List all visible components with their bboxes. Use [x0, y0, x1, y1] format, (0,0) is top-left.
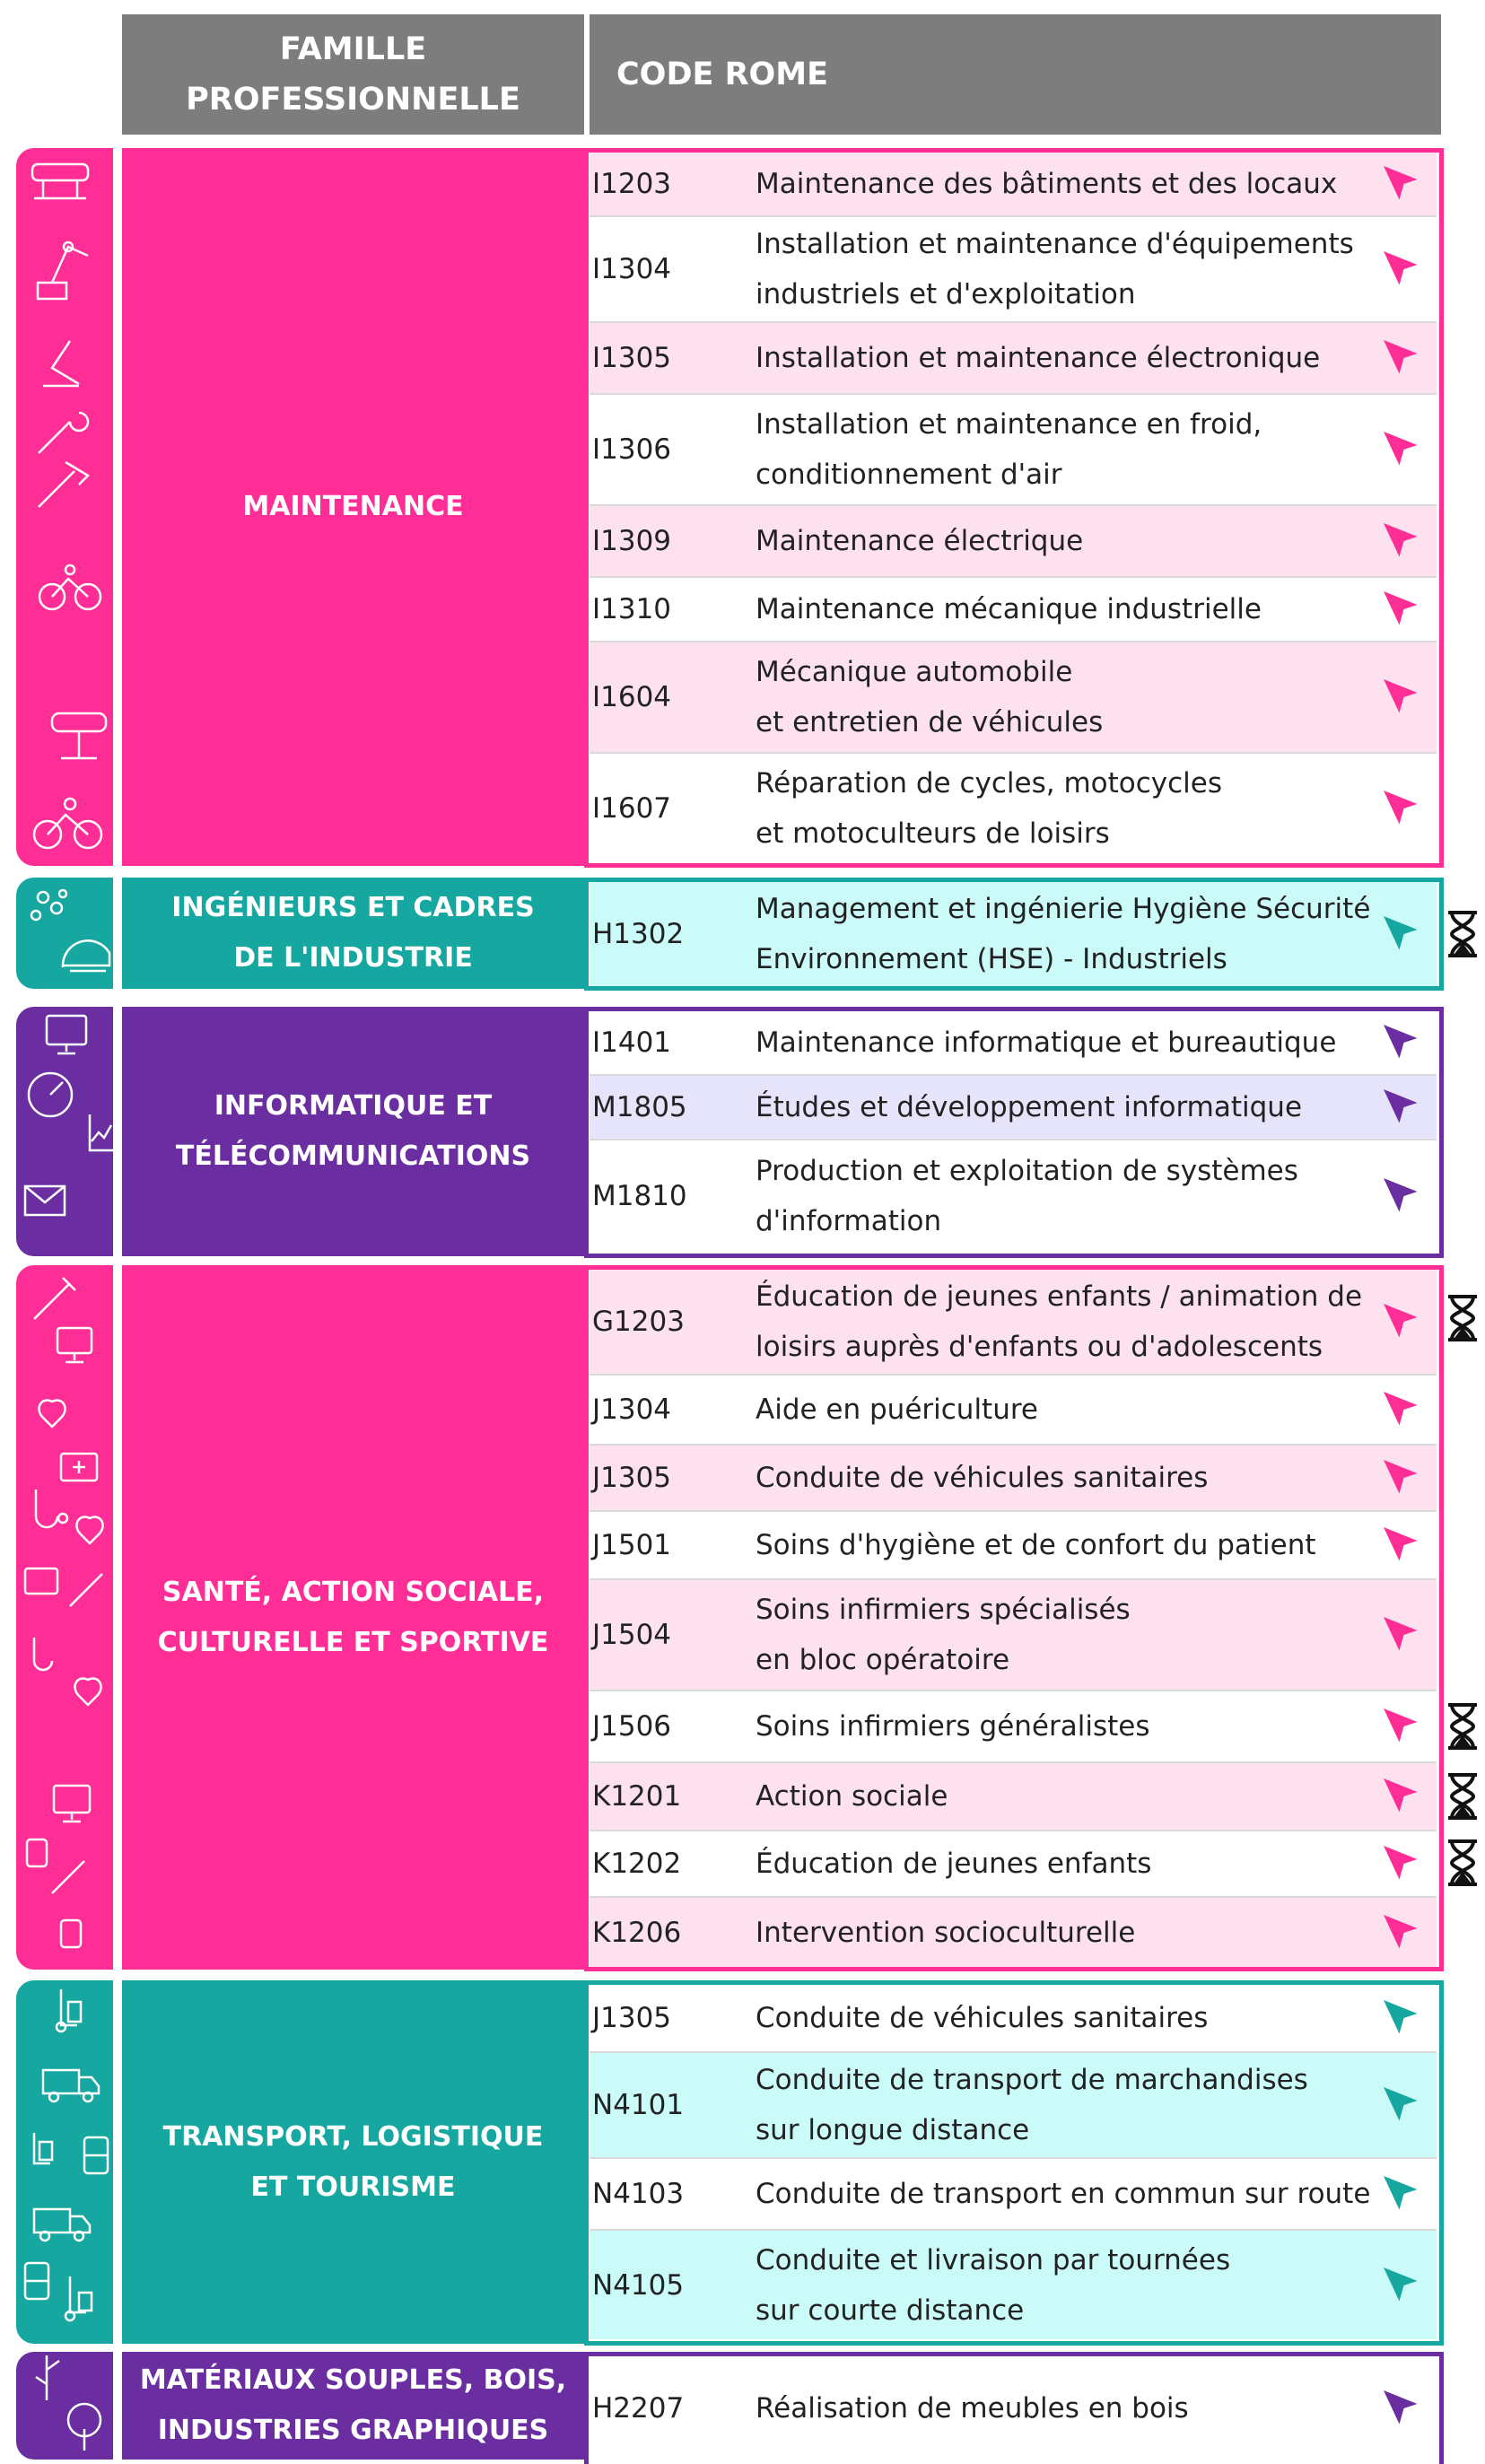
rome-code: M1810 [592, 1180, 687, 1212]
wrench-icon [39, 413, 88, 453]
materiaux-icon-strip [16, 2352, 113, 2460]
rome-code: J1304 [592, 1394, 672, 1426]
cursor-icon[interactable] [1379, 519, 1424, 564]
cursor-icon[interactable] [1379, 427, 1424, 472]
family-transport: TRANSPORT, LOGISTIQUE ET TOURISME [122, 1980, 584, 2344]
maintenance-icon-strip [16, 148, 113, 866]
medical-kit-icon [25, 1568, 57, 1594]
rome-code: J1504 [592, 1619, 672, 1651]
rome-code: I1604 [592, 681, 672, 713]
syringe-icon [70, 1574, 102, 1606]
cursor-icon[interactable] [1379, 247, 1424, 292]
robot-arm-icon [43, 341, 79, 386]
hourglass-icon [1445, 1839, 1481, 1887]
cursor-icon[interactable] [1379, 162, 1424, 206]
cursor-icon[interactable] [1379, 1455, 1424, 1500]
hammer-icon [39, 462, 88, 507]
rome-code: G1203 [592, 1306, 685, 1338]
monitor-icon [47, 1016, 86, 1053]
cursor-icon[interactable] [1379, 1841, 1424, 1886]
table-row[interactable] [590, 1985, 1437, 2053]
job-label: Installation et maintenance électronique [756, 342, 1321, 374]
rome-code: J1305 [592, 1462, 672, 1494]
job-label: Réparation de cycles, motocycles et motoculteurs de loisirs [756, 767, 1223, 850]
cursor-icon[interactable] [1379, 1910, 1424, 1955]
job-label: Installation et maintenance en froid, conditionnement d'air [756, 408, 1262, 491]
maintenance-icons [16, 148, 113, 866]
table-row[interactable] [590, 2356, 1437, 2460]
hand-truck-icon [34, 2133, 52, 2163]
table-row[interactable] [590, 578, 1437, 642]
car-lift-icon [32, 164, 88, 198]
hourglass-icon [1445, 1702, 1481, 1751]
table-row[interactable] [590, 2159, 1437, 2231]
cursor-icon[interactable] [1379, 1020, 1424, 1065]
table-row[interactable] [590, 1076, 1437, 1140]
table-row[interactable] [590, 2231, 1437, 2339]
table-row[interactable] [590, 153, 1437, 217]
chart-icon [90, 1114, 113, 1150]
cursor-icon[interactable] [1379, 786, 1424, 831]
iv-bag-icon [27, 1839, 47, 1866]
tree-icon [68, 2404, 100, 2451]
cursor-icon[interactable] [1379, 912, 1424, 957]
family-maintenance: MAINTENANCE [122, 148, 584, 866]
table-row[interactable] [590, 882, 1437, 986]
rome-code: H1302 [592, 918, 685, 950]
cursor-icon[interactable] [1379, 1085, 1424, 1130]
table-row[interactable] [590, 323, 1437, 395]
table-row[interactable] [590, 2053, 1437, 2159]
job-label: Éducation de jeunes enfants [756, 1848, 1152, 1880]
cursor-icon[interactable] [1379, 1299, 1424, 1344]
rome-code: I1306 [592, 433, 672, 466]
informatique-icon-strip [16, 1007, 113, 1256]
rome-code: I1401 [592, 1027, 672, 1059]
rome-code: J1305 [592, 2002, 672, 2034]
heart-icon [74, 1679, 100, 1705]
helmet-icon [63, 940, 109, 971]
ingenieurs-icon-strip [16, 878, 113, 989]
rome-code: M1805 [592, 1091, 687, 1123]
hourglass-icon [1445, 1294, 1481, 1342]
job-label: Maintenance informatique et bureautique [756, 1027, 1337, 1059]
transport-icons [16, 1980, 113, 2344]
medical-kit-icon [61, 1454, 97, 1481]
syringe-icon [34, 1278, 75, 1319]
job-label: Intervention socioculturelle [756, 1916, 1136, 1949]
family-materiaux: MATÉRIAUX SOUPLES, BOIS, INDUSTRIES GRAPHIQUES [122, 2352, 584, 2460]
cursor-icon[interactable] [1379, 2083, 1424, 2128]
header-code-rome: CODE ROME [590, 14, 1441, 135]
cursor-icon[interactable] [1379, 1174, 1424, 1219]
rome-code: I1607 [592, 792, 672, 825]
rome-code: K1201 [592, 1780, 682, 1813]
table-row[interactable] [590, 217, 1437, 323]
job-label: Maintenance électrique [756, 525, 1084, 557]
job-label: Réalisation de meubles en bois [756, 2391, 1189, 2425]
ingenieurs-icons [16, 878, 113, 989]
hourglass-icon [1445, 910, 1481, 958]
truck-icon [34, 2209, 90, 2241]
job-label: Production et exploitation de systèmes d'information [756, 1155, 1298, 1237]
family-informatique: INFORMATIQUE ET TÉLÉCOMMUNICATIONS [122, 1007, 584, 1256]
cursor-icon[interactable] [1379, 2386, 1424, 2431]
table-row[interactable] [590, 642, 1437, 754]
heart-icon [39, 1401, 65, 1427]
rome-code: K1202 [592, 1848, 682, 1880]
job-label: Conduite de véhicules sanitaires [756, 2002, 1209, 2034]
rome-code: I1309 [592, 525, 672, 557]
job-label: Conduite de véhicules sanitaires [756, 1462, 1209, 1494]
truck-icon [43, 2070, 99, 2101]
table-row[interactable] [590, 506, 1437, 578]
heart-icon [76, 1517, 102, 1543]
job-label: Maintenance mécanique industrielle [756, 593, 1262, 625]
job-label: Conduite de transport de marchandises sur longue distance [756, 2064, 1308, 2146]
cursor-icon[interactable] [1379, 2263, 1424, 2308]
molecules-icon [31, 890, 66, 920]
job-label: Conduite de transport en commun sur route [756, 2178, 1371, 2210]
job-label: Soins infirmiers généralistes [756, 1710, 1150, 1743]
sante-icons [16, 1265, 113, 1970]
job-label: Installation et maintenance d'équipements industriels et d'exploitation [756, 228, 1354, 310]
monitor-icon [54, 1786, 90, 1822]
job-label: Maintenance des bâtiments et des locaux [756, 168, 1338, 200]
iv-bag-icon [61, 1920, 81, 1947]
rome-code: I1203 [592, 168, 672, 200]
cursor-icon[interactable] [1379, 1774, 1424, 1819]
table-row[interactable] [590, 1011, 1437, 1076]
family-sante: SANTÉ, ACTION SOCIALE, CULTURELLE ET SPORTIVE [122, 1265, 584, 1970]
sante-icon-strip [16, 1265, 113, 1970]
mail-icon [25, 1186, 65, 1215]
syringe-icon [52, 1861, 84, 1893]
bicycle-icon [34, 799, 101, 848]
table-row[interactable] [590, 1831, 1437, 1898]
cursor-icon[interactable] [1379, 1996, 1424, 2040]
cursor-icon[interactable] [1379, 1704, 1424, 1749]
hourglass-icon [1445, 1772, 1481, 1821]
gauge-icon [29, 1073, 72, 1116]
table-row[interactable] [590, 1446, 1437, 1512]
job-label: Conduite et livraison par tournées sur courte distance [756, 2243, 1231, 2327]
family-ingenieurs: INGÉNIEURS ET CADRES DE L'INDUSTRIE [122, 878, 584, 989]
cursor-icon[interactable] [1379, 675, 1424, 720]
cursor-icon[interactable] [1379, 1612, 1424, 1657]
bus-icon [25, 2263, 48, 2299]
job-label: Action sociale [756, 1780, 948, 1813]
rome-code: K1206 [592, 1916, 682, 1949]
stethoscope-icon [34, 1638, 52, 1670]
stethoscope-icon [36, 1490, 67, 1527]
cursor-icon[interactable] [1379, 336, 1424, 380]
table-row[interactable] [590, 1580, 1437, 1691]
table-row[interactable] [590, 1763, 1437, 1831]
bus-icon [84, 2137, 108, 2173]
cursor-icon[interactable] [1379, 1523, 1424, 1568]
rome-code: I1304 [592, 253, 672, 285]
table-row[interactable] [590, 1898, 1437, 1967]
rome-code: N4105 [592, 2268, 685, 2302]
job-label: Éducation de jeunes enfants / animation de loisirs auprès d'enfants ou d'adolescents [756, 1280, 1363, 1363]
table-row[interactable] [590, 754, 1437, 863]
transport-icon-strip [16, 1980, 113, 2344]
cursor-icon[interactable] [1379, 587, 1424, 632]
table-row[interactable] [590, 395, 1437, 506]
robot-arm-icon [38, 242, 88, 299]
hand-truck-icon [57, 1989, 81, 2031]
hand-truck-icon [66, 2276, 92, 2320]
header-famille-professionnelle: FAMILLE PROFESSIONNELLE [122, 14, 584, 135]
rome-code: I1310 [592, 593, 672, 625]
cursor-icon[interactable] [1379, 2171, 1424, 2216]
car-lift-icon [52, 713, 106, 758]
rome-code: H2207 [592, 2391, 685, 2425]
bamboo-icon [36, 2355, 59, 2400]
job-label: Soins infirmiers spécialisés en bloc opératoire [756, 1594, 1131, 1676]
table-row[interactable] [590, 1270, 1437, 1376]
informatique-icons [16, 1007, 113, 1256]
materiaux-icons [16, 2352, 113, 2460]
bicycle-icon [39, 565, 100, 609]
table-row[interactable] [590, 1691, 1437, 1763]
table-row[interactable] [590, 1376, 1437, 1446]
job-label: Études et développement informatique [756, 1091, 1303, 1123]
cursor-icon[interactable] [1379, 1387, 1424, 1432]
monitor-icon [57, 1328, 92, 1362]
rome-code: I1305 [592, 342, 672, 374]
rome-code: N4101 [592, 2089, 685, 2121]
table-row[interactable] [590, 1512, 1437, 1580]
job-label: Management et ingénierie Hygiène Sécurité Environnement (HSE) - Industriels [756, 893, 1371, 975]
rome-code: J1501 [592, 1529, 672, 1561]
rome-code: J1506 [592, 1710, 672, 1743]
table-row[interactable] [590, 1140, 1437, 1252]
job-label: Aide en puériculture [756, 1394, 1038, 1426]
job-label: Mécanique automobile et entretien de véhicules [756, 656, 1104, 738]
rome-code: N4103 [592, 2178, 685, 2210]
job-label: Soins d'hygiène et de confort du patient [756, 1529, 1316, 1561]
